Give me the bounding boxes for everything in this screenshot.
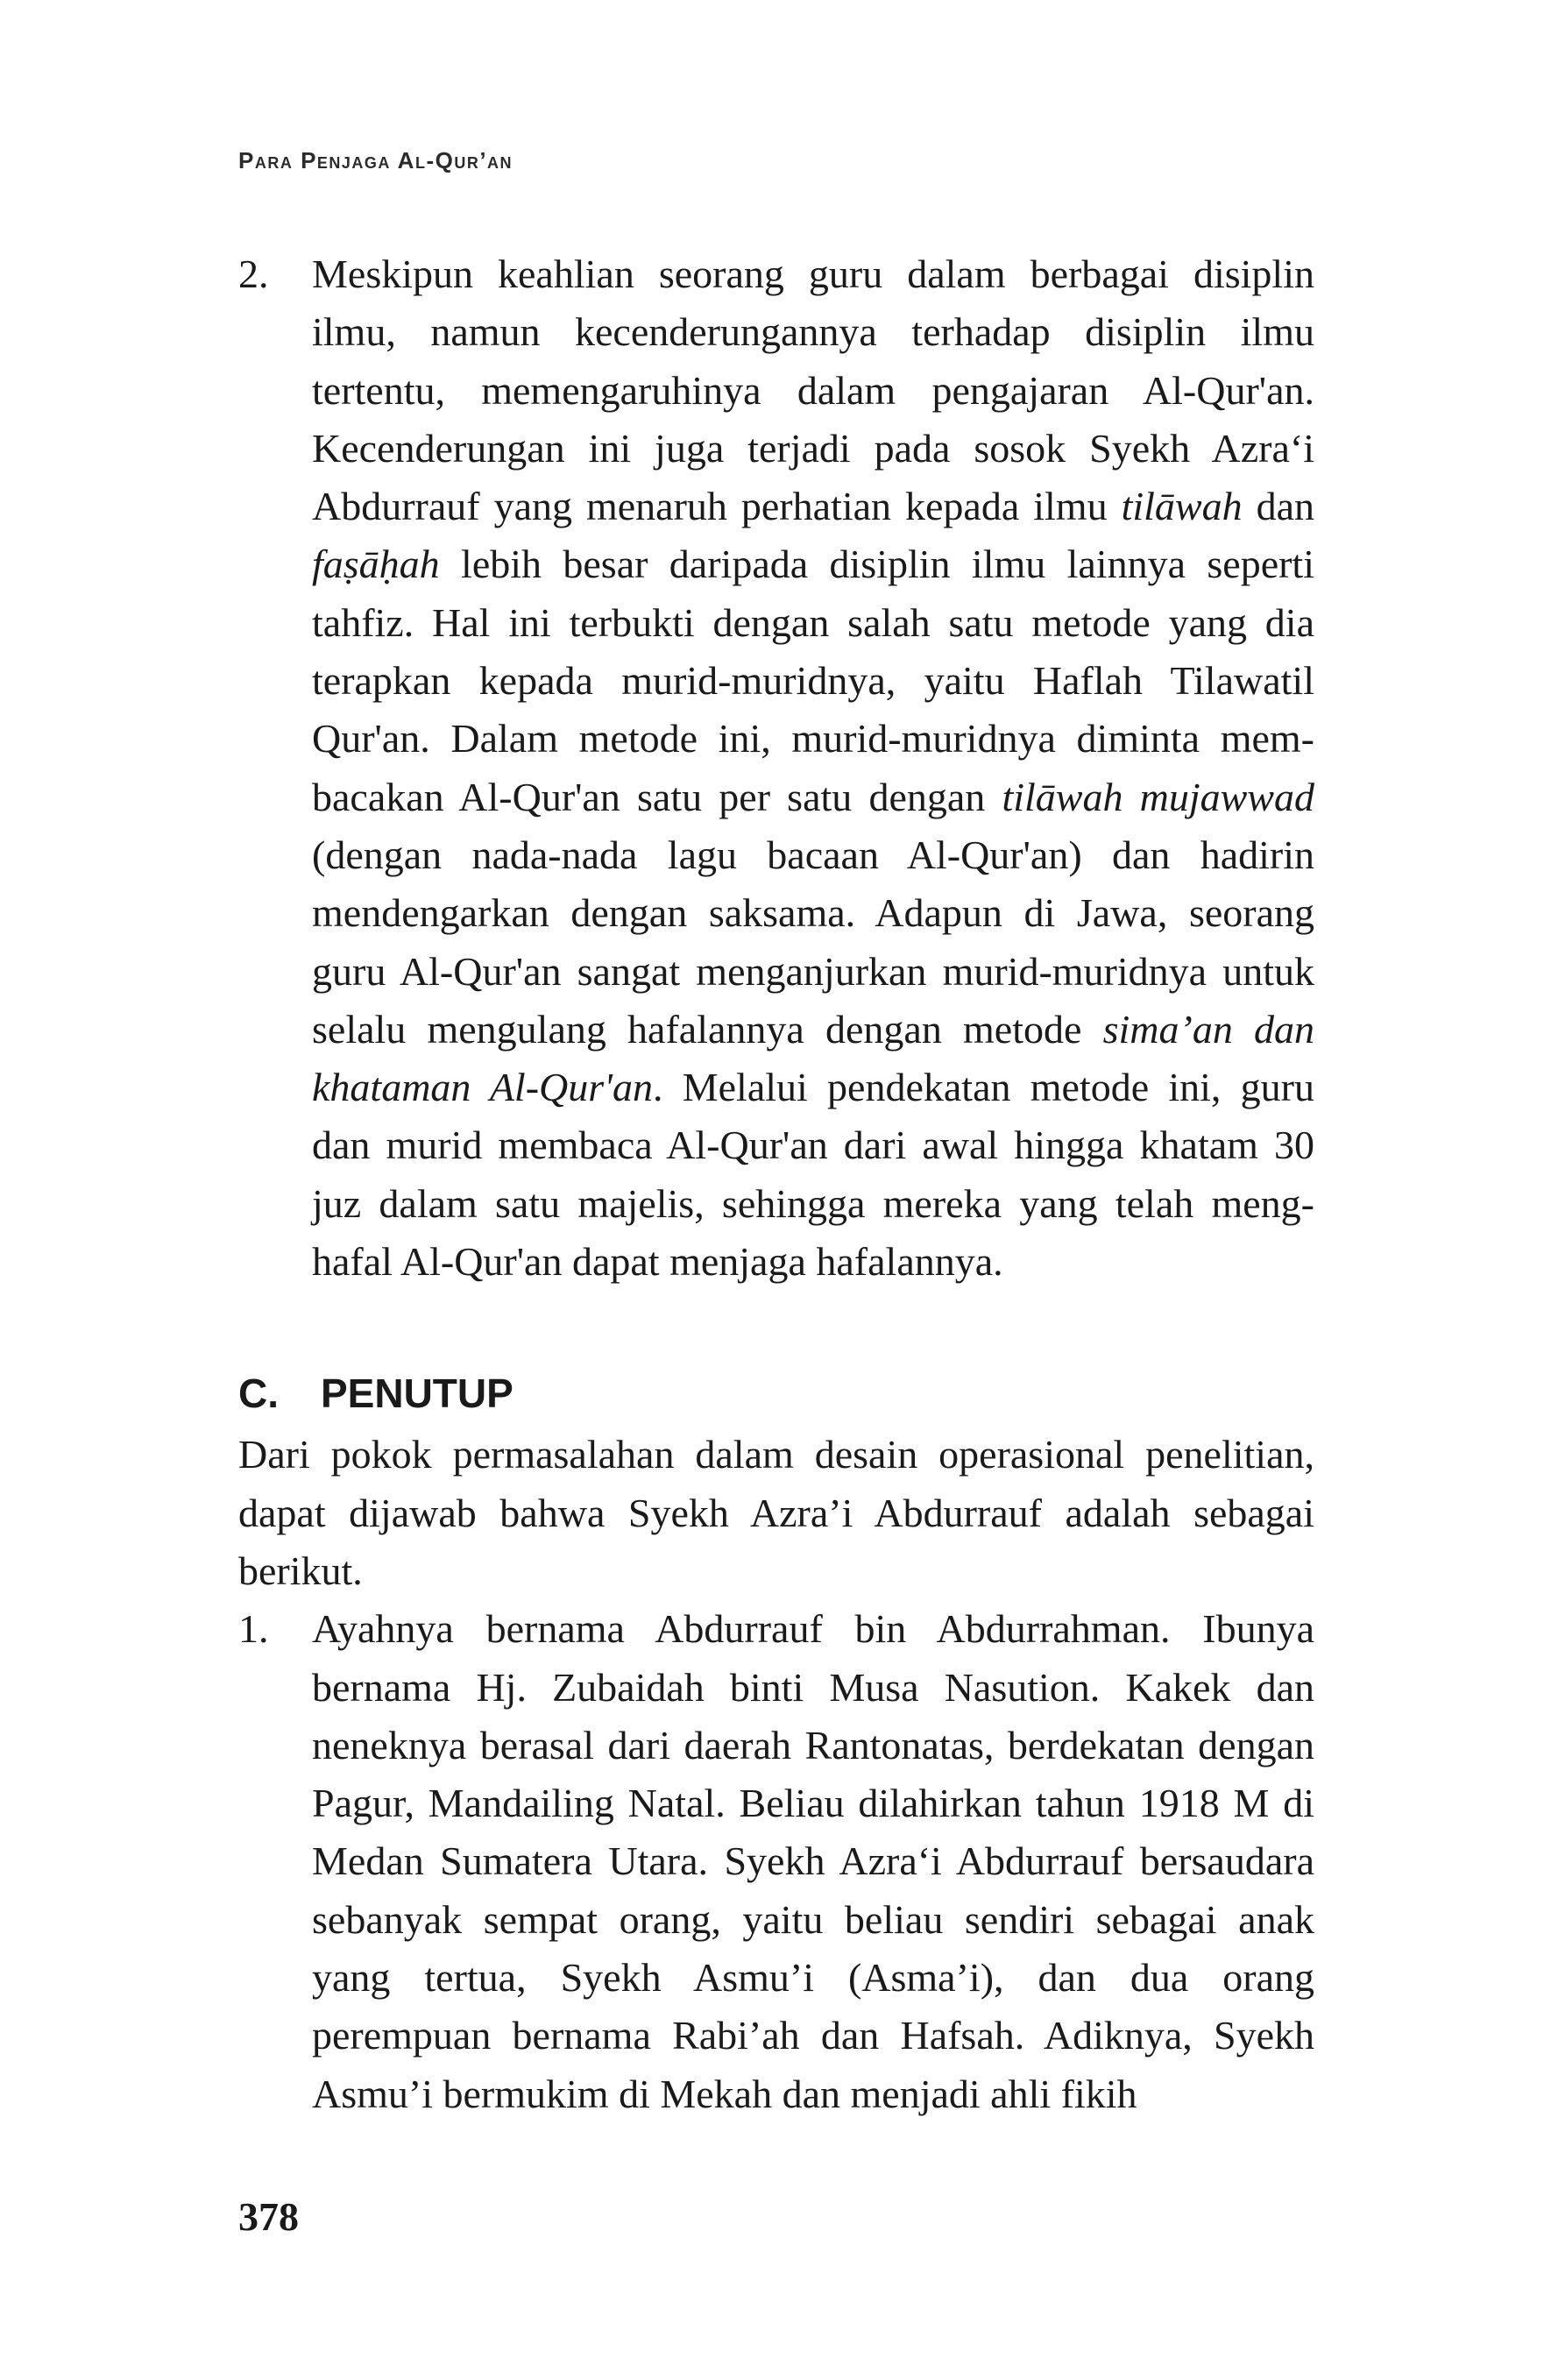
text-segment: dan	[1242, 484, 1314, 529]
running-header: Para Penjaga Al-Qur’an	[238, 147, 513, 174]
list-number: 2.	[238, 251, 269, 296]
text-segment: lebih besar daripada disiplin ilmu lainnya seperti tahfiz. Hal ini terbukti dengan salah satu metode yang dia terapkan kepada murid-muridnya, yaitu Haflah Tilawatil Qur'an. Dalam metode ini, murid-muridnya diminta mem-bacakan Al-Qur'an satu per satu dengan	[312, 542, 1314, 819]
list-item-text	[312, 245, 1314, 1291]
italic-term-fasahah: faṣāḥah	[312, 542, 440, 587]
list-item-1	[238, 1600, 1314, 2123]
text-segment: Meskipun keahlian seorang guru dalam berbagai disiplin ilmu, namun kecenderungannya terhadap disiplin ilmu tertentu, memengaruhinya dalam pengajaran Al-Qur'an. Kecenderungan ini juga terjadi pada sosok Syekh Azra‘i Abdurrauf yang menaruh perhatian kepada ilmu	[312, 251, 1314, 529]
page-number: 378	[238, 2194, 299, 2239]
list-item-text: Ayahnya bernama Abdurrauf bin Abdurrahman. Ibunya bernama Hj. Zubaidah binti Musa Nasution. Kakek dan neneknya berasal dari daerah Rantonatas, berdekatan dengan Pagur, Mandailing Natal. Beliau dilahirkan tahun 1918 M di Medan Sumatera Utara. Syekh Azra‘i Abdurrauf bersaudara sebanyak sempat orang, yaitu beliau sendiri sebagai anak yang tertua, Syekh Asmu’i (Asma’i), dan dua orang perempuan bernama Rabi’ah dan Hafsah. Adiknya, Syekh Asmu’i bermukim di Mekah dan menjadi ahli fikih	[312, 1606, 1314, 2116]
italic-term-tilawah: tilāwah	[1121, 484, 1243, 529]
section-letter: C.	[238, 1371, 279, 1417]
text-segment: (dengan nada-nada lagu bacaan Al-Qur'an) dan hadirin mendengarkan dengan saksama. Adapun di Jawa, seorang guru Al-Qur'an sangat menganjurkan murid-muridnya untuk selalu mengulang hafalannya dengan metode	[312, 832, 1314, 1052]
list-item-2	[238, 245, 1314, 1291]
section-intro-paragraph: Dari pokok permasalahan dalam desain operasional penelitian, dapat dijawab bahwa Syekh Azra’i Abdurrauf adalah sebagai berikut.	[238, 1432, 1314, 1593]
page-body	[238, 245, 1314, 2123]
italic-term-simaan: sima’an dan khataman Al-Qur'an	[312, 1006, 1314, 1110]
italic-term-tilawah-mujawwad: tilāwah mujawwad	[1002, 774, 1314, 819]
section-title: PENUTUP	[321, 1371, 513, 1417]
text-segment: . Melalui pendekatan metode ini, guru dan murid membaca Al-Qur'an dari awal hingga khatam 30 juz dalam satu majelis, sehingga mereka yang telah meng-hafal Al-Qur'an dapat menjaga hafalannya.	[312, 1065, 1314, 1285]
section-heading	[238, 1364, 1314, 1422]
list-number: 1.	[238, 1606, 269, 1652]
